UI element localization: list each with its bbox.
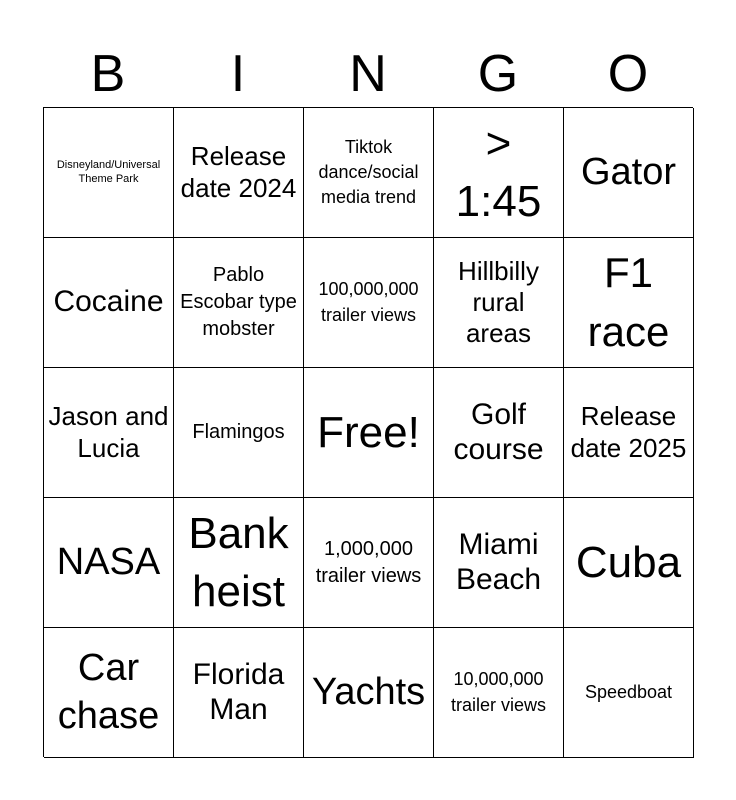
header-letter-n: N (349, 45, 387, 103)
bingo-cell-r5-c3[interactable]: Yachts (304, 628, 434, 758)
bingo-cell-r4-c1[interactable]: NASA (44, 498, 174, 628)
bingo-cell-r1-c2[interactable]: Release date 2024 (174, 108, 304, 238)
bingo-cell-r5-c2[interactable]: Florida Man (174, 628, 304, 758)
header-letter-o: O (607, 45, 649, 103)
bingo-cell-r4-c3[interactable]: 1,000,000 trailer views (304, 498, 434, 628)
header-letter-i: I (230, 45, 246, 103)
bingo-cell-r3-c1[interactable]: Jason and Lucia (44, 368, 174, 498)
bingo-cell-r3-c5[interactable]: Release date 2025 (564, 368, 694, 498)
bingo-cell-r1-c1[interactable]: Disneyland/Universal Theme Park (44, 108, 174, 238)
bingo-cell-r1-c5[interactable]: Gator (564, 108, 694, 238)
bingo-cell-r1-c3[interactable]: Tiktok dance/social media trend (304, 108, 434, 238)
bingo-cell-r5-c5[interactable]: Speedboat (564, 628, 694, 758)
bingo-cell-r3-c2[interactable]: Flamingos (174, 368, 304, 498)
bingo-cell-r5-c4[interactable]: 10,000,000 trailer views (434, 628, 564, 758)
bingo-cell-r2-c1[interactable]: Cocaine (44, 238, 174, 368)
bingo-cell-r4-c4[interactable]: Miami Beach (434, 498, 564, 628)
bingo-cell-r2-c5[interactable]: F1 race (564, 238, 694, 368)
header-letter-b: B (90, 45, 126, 103)
bingo-card-grid (43, 107, 693, 757)
bingo-cell-r4-c2[interactable]: Bank heist (174, 498, 304, 628)
bingo-header (43, 40, 693, 108)
bingo-cell-r2-c3[interactable]: 100,000,000 trailer views (304, 238, 434, 368)
bingo-cell-r2-c2[interactable]: Pablo Escobar type mobster (174, 238, 304, 368)
bingo-cell-r1-c4[interactable]: > 1:45 (434, 108, 564, 238)
header-letter-g: G (477, 45, 519, 103)
bingo-cell-r3-c3-free[interactable]: Free! (304, 368, 434, 498)
bingo-cell-r5-c1[interactable]: Car chase (44, 628, 174, 758)
bingo-cell-r2-c4[interactable]: Hillbilly rural areas (434, 238, 564, 368)
bingo-cell-r4-c5[interactable]: Cuba (564, 498, 694, 628)
bingo-cell-r3-c4[interactable]: Golf course (434, 368, 564, 498)
